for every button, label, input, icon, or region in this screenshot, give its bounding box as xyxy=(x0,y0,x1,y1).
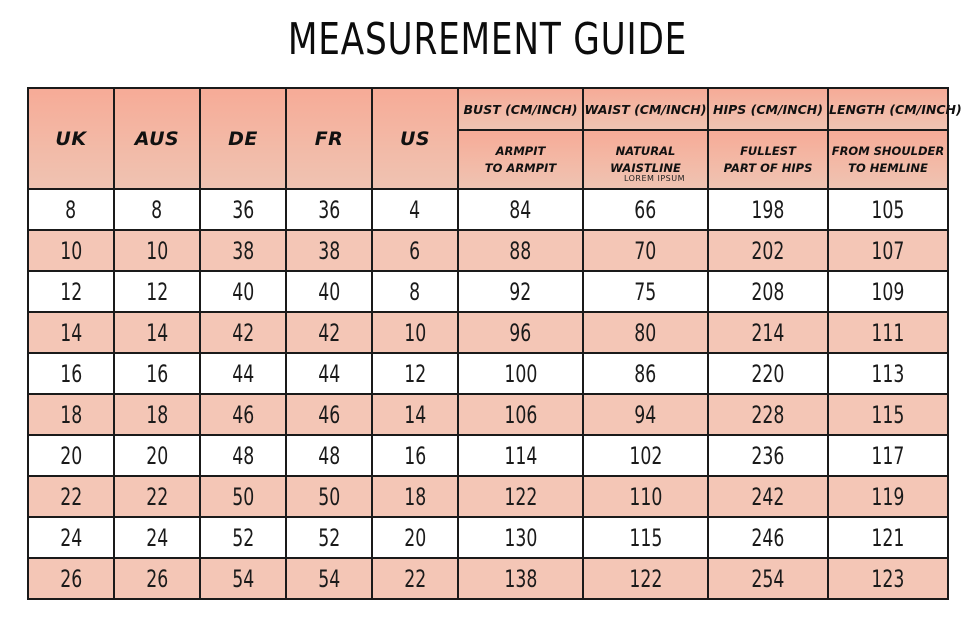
table-row xyxy=(28,271,948,312)
hips-description-line-2: PART OF HIPS xyxy=(723,160,813,175)
cell-value: 14 xyxy=(59,318,82,347)
cell-de xyxy=(200,189,286,230)
cell-value: 48 xyxy=(231,441,254,470)
cell-value: 84 xyxy=(509,195,532,224)
table-body xyxy=(28,189,948,599)
column-header-aus: AUS xyxy=(114,88,200,189)
hips-description-line-1: FULLEST xyxy=(740,143,796,158)
cell-value: 24 xyxy=(59,523,82,552)
cell-de xyxy=(200,230,286,271)
cell-waist xyxy=(583,435,708,476)
cell-fr xyxy=(286,312,372,353)
cell-value: 123 xyxy=(871,564,905,593)
cell-de xyxy=(200,558,286,599)
cell-de xyxy=(200,312,286,353)
cell-value: 18 xyxy=(145,400,168,429)
cell-value: 106 xyxy=(504,400,537,429)
cell-length xyxy=(828,353,948,394)
cell-value: 130 xyxy=(504,523,537,552)
column-header-de: DE xyxy=(200,88,286,189)
cell-us xyxy=(372,271,458,312)
cell-us xyxy=(372,189,458,230)
cell-value: 92 xyxy=(509,277,532,306)
cell-value: 105 xyxy=(871,195,905,224)
cell-de xyxy=(200,517,286,558)
cell-value: 44 xyxy=(317,359,340,388)
cell-value: 122 xyxy=(629,564,662,593)
table-row xyxy=(28,230,948,271)
cell-de xyxy=(200,435,286,476)
table-row xyxy=(28,476,948,517)
table-row xyxy=(28,558,948,599)
page-title: MEASUREMENT GUIDE xyxy=(287,14,688,65)
cell-waist xyxy=(583,558,708,599)
cell-value: 50 xyxy=(317,482,340,511)
cell-us xyxy=(372,476,458,517)
column-header-bust: BUST (CM/INCH) xyxy=(458,88,583,130)
cell-waist xyxy=(583,394,708,435)
cell-value: 20 xyxy=(403,523,426,552)
cell-value: 50 xyxy=(231,482,254,511)
cell-uk xyxy=(28,312,114,353)
cell-waist xyxy=(583,189,708,230)
cell-value: 107 xyxy=(871,236,905,265)
cell-value: 22 xyxy=(145,482,168,511)
cell-length xyxy=(828,230,948,271)
cell-hips xyxy=(708,476,828,517)
cell-value: 16 xyxy=(403,441,426,470)
cell-value: 88 xyxy=(509,236,532,265)
cell-value: 66 xyxy=(634,195,657,224)
cell-length xyxy=(828,517,948,558)
cell-hips xyxy=(708,394,828,435)
cell-uk xyxy=(28,476,114,517)
bust-description xyxy=(458,130,583,189)
cell-value: 42 xyxy=(317,318,340,347)
cell-waist xyxy=(583,517,708,558)
cell-value: 236 xyxy=(751,441,785,470)
cell-hips xyxy=(708,189,828,230)
bust-description-line-2: TO ARMPIT xyxy=(484,160,557,175)
cell-aus xyxy=(114,271,200,312)
cell-bust xyxy=(458,517,583,558)
cell-us xyxy=(372,394,458,435)
cell-fr xyxy=(286,558,372,599)
cell-value: 208 xyxy=(751,277,785,306)
cell-value: 242 xyxy=(751,482,785,511)
cell-us xyxy=(372,517,458,558)
cell-us xyxy=(372,353,458,394)
cell-hips xyxy=(708,230,828,271)
cell-hips xyxy=(708,517,828,558)
length-description-line-1: FROM SHOULDER xyxy=(831,143,945,158)
cell-uk xyxy=(28,394,114,435)
cell-fr xyxy=(286,394,372,435)
cell-fr xyxy=(286,353,372,394)
cell-uk xyxy=(28,517,114,558)
cell-value: 12 xyxy=(145,277,168,306)
cell-waist xyxy=(583,476,708,517)
cell-de xyxy=(200,271,286,312)
cell-hips xyxy=(708,435,828,476)
cell-value: 202 xyxy=(751,236,785,265)
column-header-hips: HIPS (CM/INCH) xyxy=(708,88,828,130)
cell-uk xyxy=(28,435,114,476)
cell-value: 52 xyxy=(317,523,340,552)
cell-value: 18 xyxy=(403,482,426,511)
cell-value: 8 xyxy=(65,195,77,224)
cell-value: 16 xyxy=(59,359,82,388)
cell-uk xyxy=(28,271,114,312)
cell-value: 109 xyxy=(871,277,905,306)
cell-value: 36 xyxy=(317,195,340,224)
table-row xyxy=(28,189,948,230)
cell-value: 26 xyxy=(145,564,168,593)
cell-bust xyxy=(458,558,583,599)
cell-hips xyxy=(708,312,828,353)
cell-value: 4 xyxy=(409,195,421,224)
bust-description-line-1: ARMPIT xyxy=(495,143,546,158)
cell-length xyxy=(828,476,948,517)
cell-waist xyxy=(583,230,708,271)
cell-length xyxy=(828,558,948,599)
cell-us xyxy=(372,230,458,271)
cell-value: 12 xyxy=(403,359,426,388)
column-header-length: LENGTH (CM/INCH) xyxy=(828,88,948,130)
cell-value: 46 xyxy=(317,400,340,429)
cell-value: 20 xyxy=(145,441,168,470)
cell-value: 14 xyxy=(403,400,426,429)
cell-length xyxy=(828,312,948,353)
cell-value: 70 xyxy=(634,236,657,265)
length-description-line-2: TO HEMLINE xyxy=(848,160,928,175)
cell-length xyxy=(828,189,948,230)
cell-value: 110 xyxy=(629,482,662,511)
cell-bust xyxy=(458,271,583,312)
cell-value: 22 xyxy=(59,482,82,511)
cell-value: 228 xyxy=(751,400,785,429)
cell-length xyxy=(828,271,948,312)
cell-bust xyxy=(458,189,583,230)
cell-us xyxy=(372,435,458,476)
cell-value: 36 xyxy=(231,195,254,224)
cell-value: 138 xyxy=(504,564,537,593)
cell-value: 100 xyxy=(504,359,537,388)
cell-value: 40 xyxy=(231,277,254,306)
column-header-waist: WAIST (CM/INCH) xyxy=(583,88,708,130)
cell-aus xyxy=(114,353,200,394)
cell-bust xyxy=(458,476,583,517)
cell-us xyxy=(372,312,458,353)
cell-value: 10 xyxy=(403,318,426,347)
cell-value: 96 xyxy=(509,318,532,347)
cell-hips xyxy=(708,353,828,394)
cell-value: 122 xyxy=(504,482,537,511)
cell-value: 52 xyxy=(231,523,254,552)
table-row xyxy=(28,353,948,394)
cell-value: 14 xyxy=(145,318,168,347)
cell-de xyxy=(200,353,286,394)
cell-value: 119 xyxy=(871,482,905,511)
cell-value: 8 xyxy=(151,195,163,224)
cell-value: 115 xyxy=(871,400,905,429)
cell-value: 26 xyxy=(59,564,82,593)
cell-value: 10 xyxy=(59,236,82,265)
cell-hips xyxy=(708,558,828,599)
table-row xyxy=(28,517,948,558)
cell-value: 20 xyxy=(59,441,82,470)
cell-value: 18 xyxy=(59,400,82,429)
waist-description-line-1: NATURAL xyxy=(615,143,676,158)
cell-value: 10 xyxy=(145,236,168,265)
cell-value: 117 xyxy=(871,441,905,470)
column-header-us: US xyxy=(372,88,458,189)
table-header xyxy=(28,88,962,189)
cell-value: 102 xyxy=(629,441,662,470)
cell-uk xyxy=(28,353,114,394)
cell-value: 54 xyxy=(317,564,340,593)
cell-value: 113 xyxy=(871,359,905,388)
cell-uk xyxy=(28,230,114,271)
cell-value: 48 xyxy=(317,441,340,470)
cell-length xyxy=(828,435,948,476)
cell-fr xyxy=(286,435,372,476)
cell-value: 94 xyxy=(634,400,657,429)
cell-de xyxy=(200,476,286,517)
cell-value: 46 xyxy=(231,400,254,429)
cell-aus xyxy=(114,476,200,517)
waist-description xyxy=(583,130,708,189)
cell-bust xyxy=(458,230,583,271)
cell-value: 40 xyxy=(317,277,340,306)
cell-hips xyxy=(708,271,828,312)
cell-value: 246 xyxy=(751,523,785,552)
cell-value: 198 xyxy=(751,195,785,224)
cell-aus xyxy=(114,230,200,271)
table-row xyxy=(28,435,948,476)
column-header-uk: UK xyxy=(28,88,114,189)
cell-value: 114 xyxy=(504,441,537,470)
cell-waist xyxy=(583,271,708,312)
cell-us xyxy=(372,558,458,599)
cell-waist xyxy=(583,353,708,394)
cell-value: 16 xyxy=(145,359,168,388)
cell-fr xyxy=(286,189,372,230)
cell-aus xyxy=(114,189,200,230)
cell-value: 80 xyxy=(634,318,657,347)
cell-value: 38 xyxy=(317,236,340,265)
cell-value: 44 xyxy=(231,359,254,388)
hips-description xyxy=(708,130,828,189)
cell-value: 86 xyxy=(634,359,657,388)
cell-fr xyxy=(286,230,372,271)
cell-value: 6 xyxy=(409,236,421,265)
cell-aus xyxy=(114,558,200,599)
cell-uk xyxy=(28,189,114,230)
column-header-fr: FR xyxy=(286,88,372,189)
cell-fr xyxy=(286,476,372,517)
cell-value: 24 xyxy=(145,523,168,552)
waist-note: LOREM IPSUM xyxy=(623,174,685,183)
cell-bust xyxy=(458,353,583,394)
cell-value: 42 xyxy=(231,318,254,347)
cell-value: 75 xyxy=(634,277,657,306)
header-row xyxy=(28,88,948,130)
cell-de xyxy=(200,394,286,435)
cell-value: 12 xyxy=(59,277,82,306)
cell-uk xyxy=(28,558,114,599)
cell-aus xyxy=(114,394,200,435)
cell-waist xyxy=(583,312,708,353)
cell-value: 254 xyxy=(751,564,785,593)
measurement-table xyxy=(27,87,962,600)
cell-length xyxy=(828,394,948,435)
cell-value: 111 xyxy=(871,318,905,347)
cell-aus xyxy=(114,517,200,558)
cell-aus xyxy=(114,435,200,476)
cell-value: 115 xyxy=(629,523,662,552)
table-row xyxy=(28,394,948,435)
cell-value: 38 xyxy=(231,236,254,265)
cell-fr xyxy=(286,517,372,558)
cell-bust xyxy=(458,312,583,353)
cell-value: 214 xyxy=(751,318,785,347)
cell-bust xyxy=(458,394,583,435)
cell-value: 220 xyxy=(751,359,785,388)
cell-value: 22 xyxy=(403,564,426,593)
cell-value: 54 xyxy=(231,564,254,593)
cell-bust xyxy=(458,435,583,476)
table-row xyxy=(28,312,948,353)
cell-aus xyxy=(114,312,200,353)
cell-value: 121 xyxy=(871,523,905,552)
cell-fr xyxy=(286,271,372,312)
length-description xyxy=(828,130,948,189)
waist-description-line-2: WAISTLINE xyxy=(610,160,681,175)
cell-value: 8 xyxy=(409,277,421,306)
